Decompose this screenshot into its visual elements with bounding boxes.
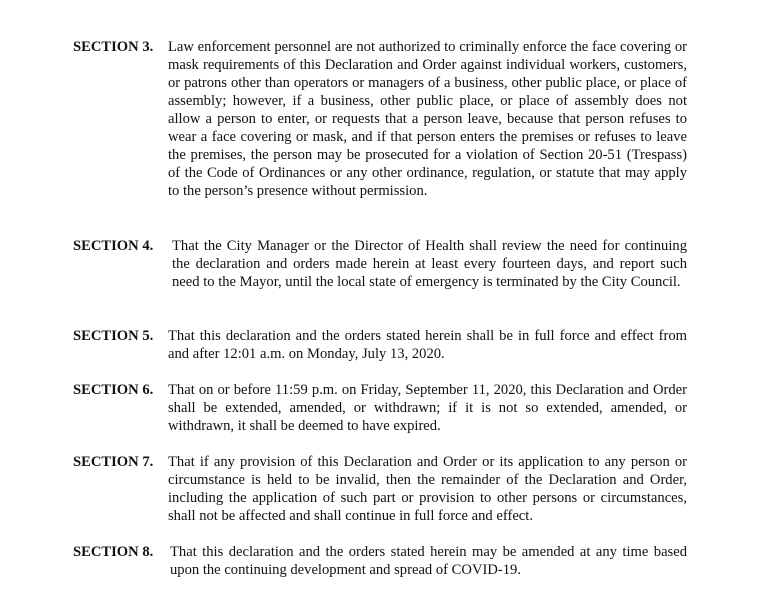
section-6-label: SECTION 6. [73, 382, 154, 398]
section-8 [73, 543, 687, 579]
section-5 [73, 327, 687, 363]
section-4-text: That the City Manager or the Director of Health shall review the need for continuing the declaration and orders made herein at least every fourteen days, and report such need to the Mayor, until the local state of emergency is terminated by the City Council. [172, 238, 687, 290]
section-8-label: SECTION 8. [73, 544, 154, 560]
section-3 [73, 38, 687, 200]
section-7 [73, 453, 687, 525]
section-6 [73, 381, 687, 435]
section-7-label: SECTION 7. [73, 454, 154, 470]
section-7-text: That if any provision of this Declaration and Order or its application to any person or circumstance is held to be invalid, then the remainder of the Declaration and Order, including the application of such part or provision to other persons or circumstances, shall not be affected and shall continue in full force and effect. [168, 454, 687, 524]
section-4 [73, 237, 687, 291]
section-3-label: SECTION 3. [73, 39, 154, 55]
section-5-text: That this declaration and the orders stated herein shall be in full force and effect from and after 12:01 a.m. on Monday, July 13, 2020. [168, 328, 687, 362]
section-3-text: Law enforcement personnel are not authorized to criminally enforce the face covering or mask requirements of this Declaration and Order against individual workers, customers, or patrons other than operators or managers of a business, other public place, or place of assembly; however, if a business, other public place, or place of assembly does not allow a person to enter, or requests that a person leave, because that person refuses to wear a face covering or mask, and if that person enters the premises or refuses to leave the premises, the person may be prosecuted for a violation of Section 20-51 (Trespass) of the Code of Ordinances or any other ordinance, regulation, or statute that may apply to the person’s presence without permission. [168, 39, 687, 199]
section-5-label: SECTION 5. [73, 328, 154, 344]
section-8-text: That this declaration and the orders stated herein may be amended at any time based upon the continuing development and spread of COVID-19. [170, 544, 687, 578]
section-6-text: That on or before 11:59 p.m. on Friday, September 11, 2020, this Declaration and Order shall be extended, amended, or withdrawn; if it is not so extended, amended, or withdrawn, it shall be deemed to have expired. [168, 382, 687, 434]
section-4-label: SECTION 4. [73, 238, 154, 254]
